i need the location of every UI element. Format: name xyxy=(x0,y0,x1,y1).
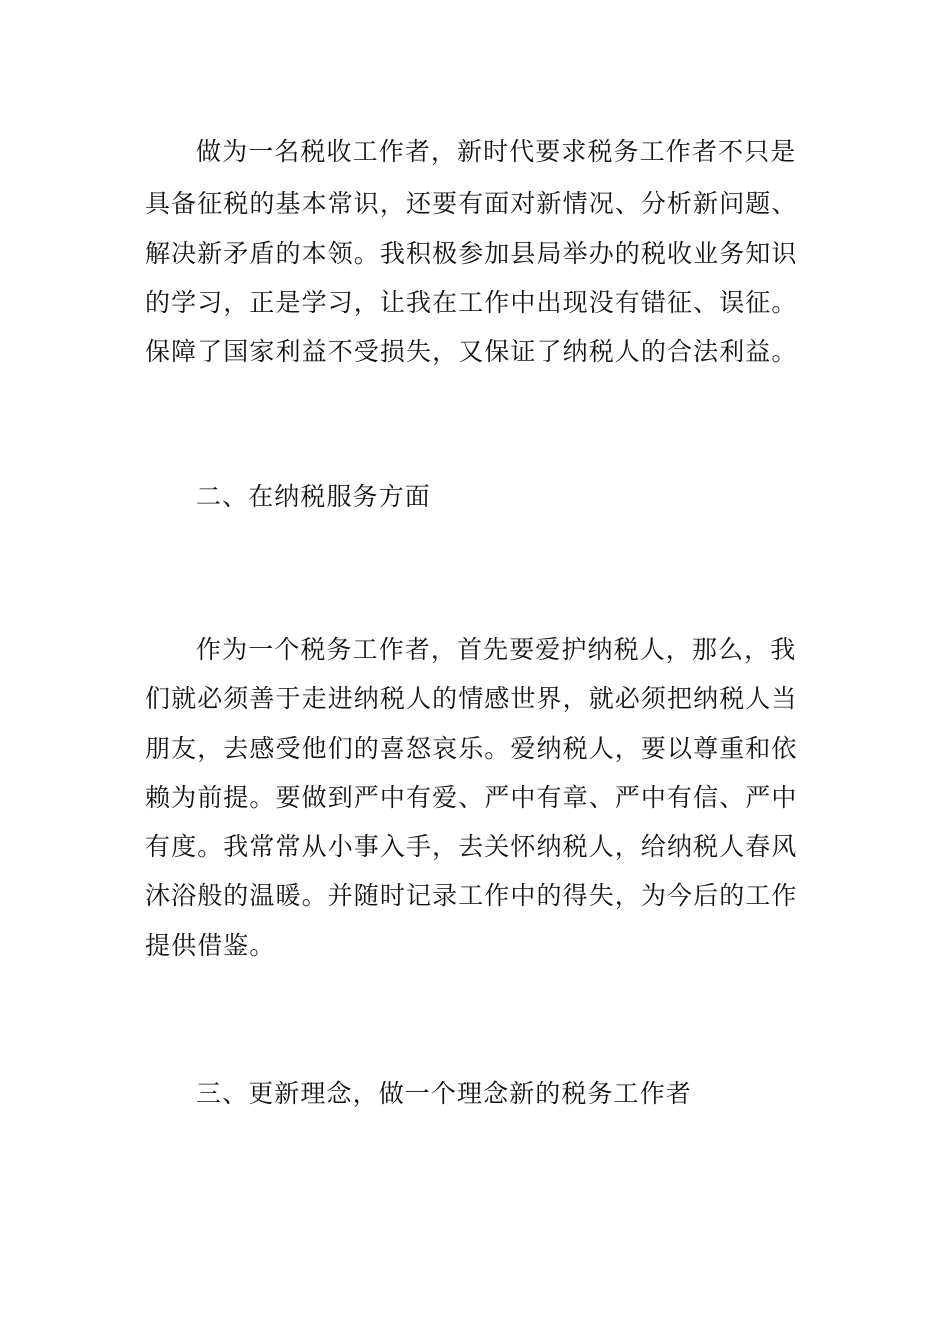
paragraph-line: 赖为前提。要做到严中有爱、严中有章、严中有信、严中 xyxy=(145,783,798,812)
section-heading-2: 二、在纳税服务方面 xyxy=(196,482,431,511)
paragraph-line: 做为一名税收工作者，新时代要求税务工作者不只是 xyxy=(196,137,797,166)
paragraph-line: 的学习，正是学习，让我在工作中出现没有错征、误征。 xyxy=(145,288,798,317)
paragraph-line: 们就必须善于走进纳税人的情感世界，就必须把纳税人当 xyxy=(145,684,798,713)
section-heading-3: 三、更新理念，做一个理念新的税务工作者 xyxy=(196,1079,692,1108)
paragraph-line: 具备征税的基本常识，还要有面对新情况、分析新问题、 xyxy=(145,189,798,218)
paragraph-line: 解决新矛盾的本领。我积极参加县局举办的税收业务知识 xyxy=(145,239,798,268)
paragraph-line: 保障了国家利益不受损失，又保证了纳税人的合法利益。 xyxy=(145,337,798,366)
paragraph-line: 有度。我常常从小事入手，去关怀纳税人，给纳税人春风 xyxy=(145,832,798,861)
paragraph-line: 朋友，去感受他们的喜怒哀乐。爱纳税人，要以尊重和依 xyxy=(145,734,798,763)
paragraph-line: 作为一个税务工作者，首先要爱护纳税人，那么，我 xyxy=(196,635,797,664)
paragraph-line: 沐浴般的温暖。并随时记录工作中的得失，为今后的工作 xyxy=(145,881,798,910)
paragraph-line: 提供借鉴。 xyxy=(145,931,276,960)
